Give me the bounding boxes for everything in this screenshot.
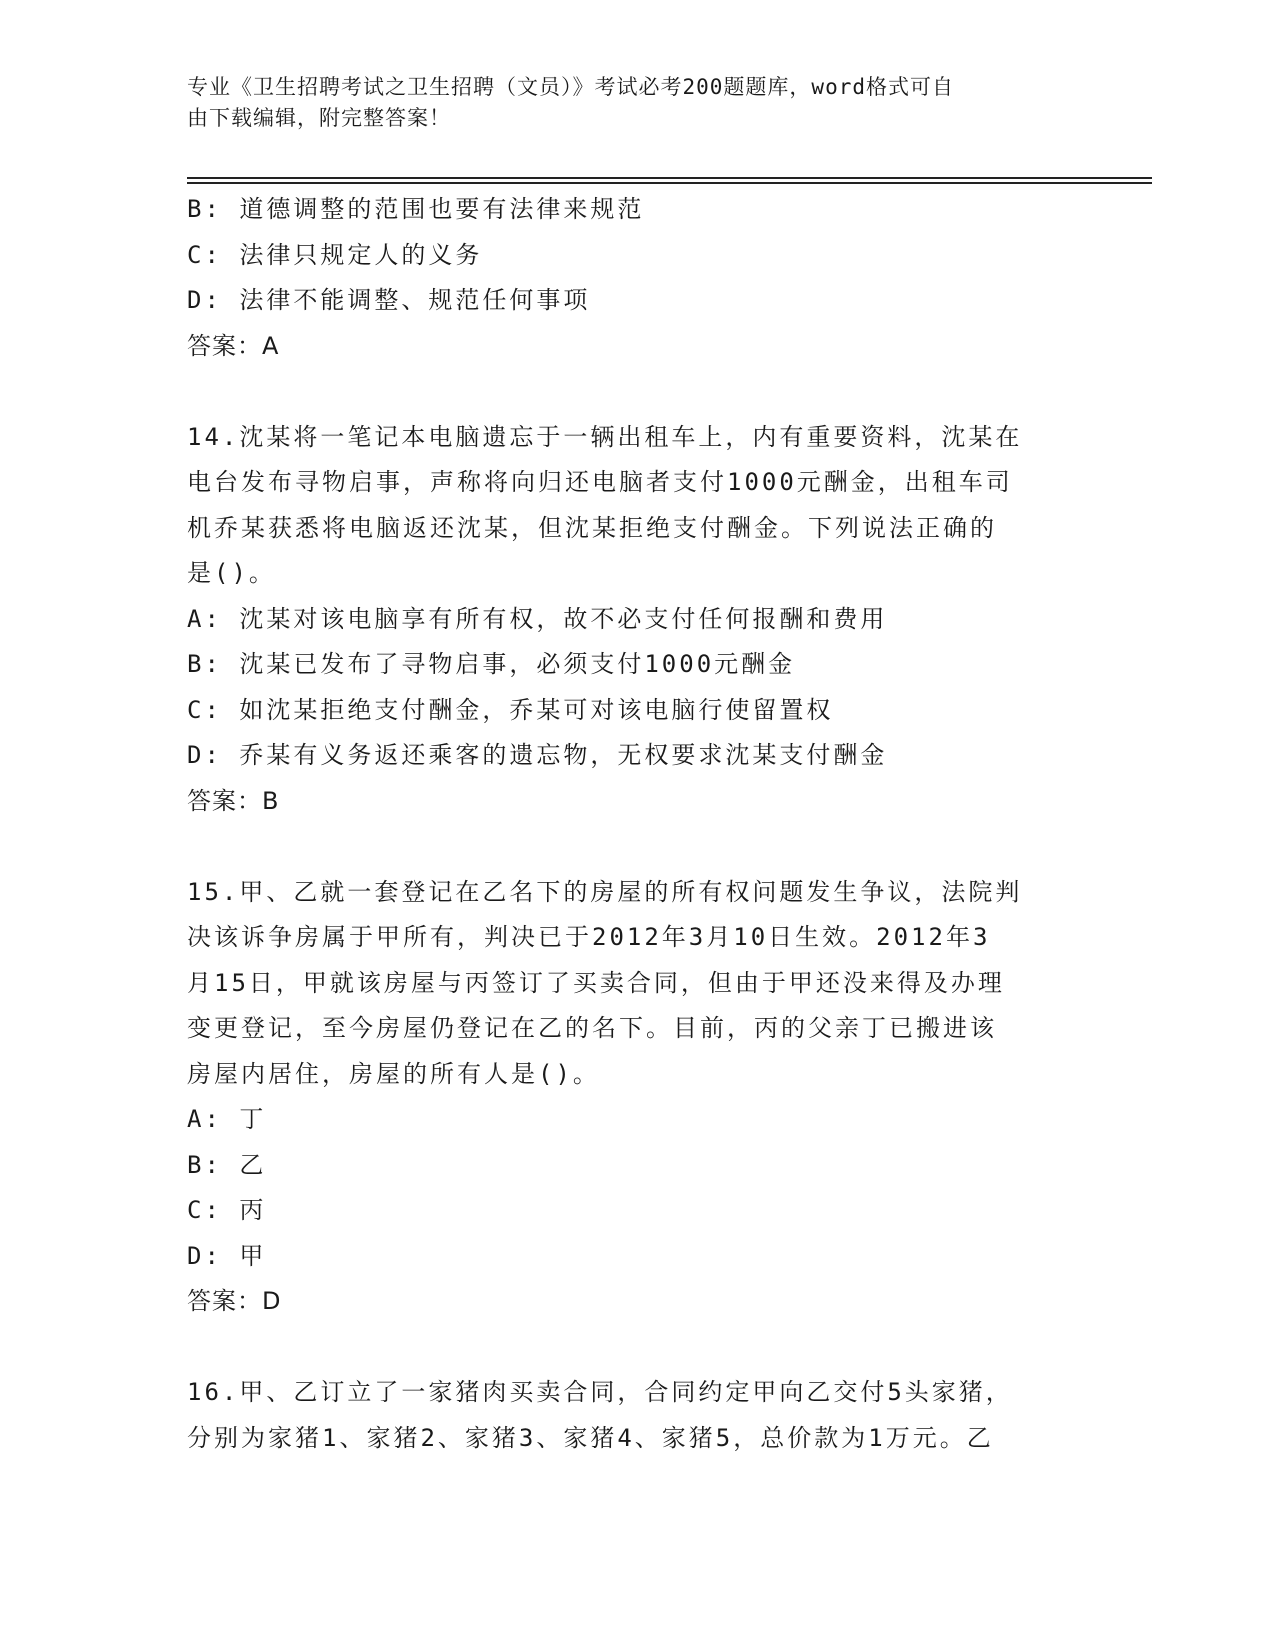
option-a: A: 丁 [187, 1105, 267, 1133]
header-divider-top [187, 177, 1152, 179]
option-d: D: 法律不能调整、规范任何事项 [187, 286, 591, 314]
question-15 [187, 870, 1087, 1325]
option-c: C: 丙 [187, 1196, 267, 1224]
question-stem-line: 15.甲、乙就一套登记在乙名下的房屋的所有权问题发生争议，法院判 [187, 877, 1023, 906]
option-c: C: 法律只规定人的义务 [187, 240, 483, 269]
header-line-1: 专业《卫生招聘考试之卫生招聘（文员）》考试必考200题题库，word格式可自 [187, 75, 954, 99]
question-16 [187, 1370, 1087, 1461]
answer-line: 答案：D [187, 1287, 282, 1315]
header-divider-bottom [187, 182, 1152, 184]
option-c: C: 如沈某拒绝支付酬金，乔某可对该电脑行使留置权 [187, 695, 834, 724]
question-stem-line: 月15日，甲就该房屋与丙签订了买卖合同，但由于甲还没来得及办理 [187, 968, 1005, 997]
question-stem-line: 是()。 [187, 559, 276, 587]
option-d: D: 甲 [187, 1241, 267, 1270]
header-line-2: 由下载编辑，附完整答案！ [187, 106, 451, 130]
document-header [187, 72, 1067, 134]
question-content [187, 187, 1087, 1461]
option-b: B: 道德调整的范围也要有法律来规范 [187, 195, 645, 223]
question-stem-line: 变更登记，至今房屋仍登记在乙的名下。目前，丙的父亲丁已搬进该 [187, 1014, 997, 1042]
option-b: B: 沈某已发布了寻物启事，必须支付1000元酬金 [187, 650, 796, 678]
question-stem-line: 决该诉争房属于甲所有，判决已于2012年3月10日生效。2012年3 [187, 923, 991, 951]
question-stem-line: 电台发布寻物启事，声称将向归还电脑者支付1000元酬金，出租车司 [187, 468, 1013, 496]
option-a: A: 沈某对该电脑享有所有权，故不必支付任何报酬和费用 [187, 604, 888, 633]
question-14 [187, 415, 1087, 825]
question-stem-line: 机乔某获悉将电脑返还沈某，但沈某拒绝支付酬金。下列说法正确的 [187, 513, 997, 542]
question-stem-line: 分别为家猪1、家猪2、家猪3、家猪4、家猪5，总价款为1万元。乙 [187, 1423, 994, 1452]
option-b: B: 乙 [187, 1150, 267, 1179]
question-stem-line: 16.甲、乙订立了一家猪肉买卖合同，合同约定甲向乙交付5头家猪， [187, 1378, 1013, 1406]
question-13-tail [187, 187, 1087, 369]
option-d: D: 乔某有义务返还乘客的遗忘物，无权要求沈某支付酬金 [187, 741, 888, 769]
question-stem-line: 房屋内居住，房屋的所有人是()。 [187, 1059, 600, 1088]
question-stem-line: 14.沈某将一笔记本电脑遗忘于一辆出租车上，内有重要资料，沈某在 [187, 422, 1023, 451]
answer-line: 答案：A [187, 331, 280, 360]
answer-line: 答案：B [187, 786, 280, 815]
